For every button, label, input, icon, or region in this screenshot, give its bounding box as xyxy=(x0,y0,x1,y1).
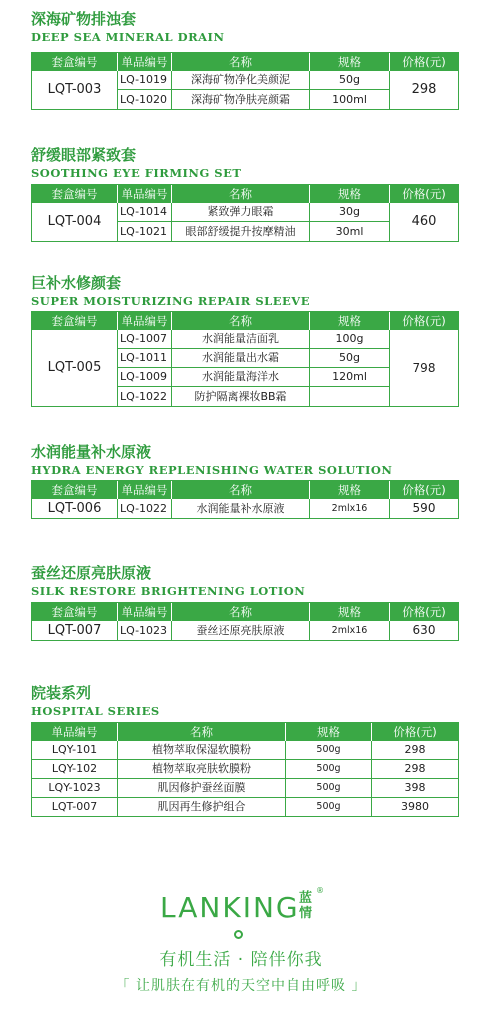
section-title-en: SILK RESTORE BRIGHTENING LOTION xyxy=(31,584,306,598)
item-name-cell: 深海矿物净肤亮颜霜 xyxy=(172,90,310,109)
item-spec-cell: 50g xyxy=(310,349,390,368)
price-cell: 798 xyxy=(412,361,436,375)
hospital-price-cell: 398 xyxy=(372,779,458,798)
item-spec-cell: 30g xyxy=(310,203,390,222)
header-item-code: 单品编号 xyxy=(118,53,172,71)
hospital-spec-cell: 500g xyxy=(286,779,372,798)
product-table xyxy=(31,311,459,407)
section-title-cn: 舒缓眼部紧致套 xyxy=(31,146,137,164)
section-title-en: SOOTHING EYE FIRMING SET xyxy=(31,166,242,180)
item-code-cell: LQ-1022 xyxy=(118,387,172,406)
header-price: 价格(元) xyxy=(402,605,446,619)
item-code-cell: LQ-1021 xyxy=(118,222,172,241)
price-cell: 590 xyxy=(412,501,436,515)
item-spec-cell: 30ml xyxy=(310,222,390,241)
section-title-en: HYDRA ENERGY REPLENISHING WATER SOLUTION xyxy=(31,463,393,477)
header-spec: 规格 xyxy=(310,185,390,203)
set-code-cell: LQT-006 xyxy=(32,499,118,518)
hospital-name-cell: 肌因再生修护组合 xyxy=(118,798,286,816)
registered-mark: ® xyxy=(316,886,324,895)
product-table xyxy=(31,602,459,641)
item-spec-cell: 2mlx16 xyxy=(310,621,390,640)
header-spec: 规格 xyxy=(310,481,390,499)
hospital-code-cell: LQY-102 xyxy=(32,760,118,779)
header-spec: 规格 xyxy=(310,53,390,71)
item-code-cell: LQ-1020 xyxy=(118,90,172,109)
circle-dot-icon xyxy=(234,930,243,939)
item-name-cell: 水润能量补水原液 xyxy=(172,499,310,518)
section-title-cn: 蚕丝还原亮肤原液 xyxy=(31,564,152,582)
item-code-cell: LQ-1014 xyxy=(118,203,172,222)
item-code-cell: LQ-1007 xyxy=(118,330,172,349)
hospital-spec-cell: 500g xyxy=(286,741,372,760)
set-section-lqt-003 xyxy=(31,10,459,106)
set-section-lqt-006 xyxy=(31,443,459,516)
logo-chinese-mark: 蓝情 xyxy=(299,891,313,921)
set-section-lqt-004 xyxy=(31,146,459,238)
header-item-code: 单品编号 xyxy=(118,185,172,203)
hospital-series-section xyxy=(31,684,459,813)
header-spec: 规格 xyxy=(310,603,390,621)
section-title-en: SUPER MOISTURIZING REPAIR SLEEVE xyxy=(31,294,310,308)
section-title-en: HOSPITAL SERIES xyxy=(31,704,160,718)
item-code-cell: LQ-1023 xyxy=(118,621,172,640)
hospital-code-cell: LQY-101 xyxy=(32,741,118,760)
hospital-code-cell: LQY-1023 xyxy=(32,779,118,798)
item-spec-cell: 2mlx16 xyxy=(310,499,390,518)
table-header xyxy=(32,185,458,203)
header-spec: 规格 xyxy=(286,723,372,741)
section-title-cn: 巨补水修颜套 xyxy=(31,274,122,292)
header-name: 名称 xyxy=(172,185,310,203)
hospital-price-cell: 298 xyxy=(372,760,458,779)
hospital-code-cell: LQT-007 xyxy=(32,798,118,816)
header-item-code: 单品编号 xyxy=(118,312,172,330)
item-spec-cell: 50g xyxy=(310,71,390,90)
brand-slogan: 有机生活 · 陪伴你我 xyxy=(159,950,323,970)
product-table xyxy=(31,184,459,242)
item-code-cell: LQ-1011 xyxy=(118,349,172,368)
header-name: 名称 xyxy=(172,53,310,71)
hospital-name-cell: 肌因修护蚕丝面膜 xyxy=(118,779,286,798)
table-header xyxy=(32,312,458,330)
header-price: 价格(元) xyxy=(402,187,446,201)
section-title-en: DEEP SEA MINERAL DRAIN xyxy=(31,30,225,44)
header-set-code: 套盒编号 xyxy=(32,603,118,621)
table-header xyxy=(32,481,458,499)
table-header xyxy=(32,603,458,621)
header-name: 名称 xyxy=(172,603,310,621)
product-table xyxy=(31,480,459,519)
brand-tagline: 「 让肌肤在有机的天空中自由呼吸 」 xyxy=(115,978,367,994)
price-cell: 630 xyxy=(412,623,436,637)
header-price: 价格(元) xyxy=(402,483,446,497)
hospital-spec-cell: 500g xyxy=(286,798,372,816)
item-name-cell: 防护隔离裸妆BB霜 xyxy=(172,387,310,406)
header-set-code: 套盒编号 xyxy=(32,481,118,499)
header-item-code: 单品编号 xyxy=(118,603,172,621)
item-spec-cell: 100g xyxy=(310,330,390,349)
item-code-cell: LQ-1019 xyxy=(118,71,172,90)
set-section-lqt-007 xyxy=(31,564,459,638)
section-title-cn: 院装系列 xyxy=(31,684,92,702)
item-name-cell: 深海矿物净化美颜泥 xyxy=(172,71,310,90)
header-price: 价格(元) xyxy=(393,725,437,739)
set-code-cell: LQT-003 xyxy=(32,71,118,109)
hospital-price-cell: 298 xyxy=(372,741,458,760)
item-spec-cell: 120ml xyxy=(310,368,390,387)
hospital-name-cell: 植物萃取亮肤软膜粉 xyxy=(118,760,286,779)
hospital-table xyxy=(31,722,459,817)
header-name: 名称 xyxy=(172,481,310,499)
item-name-cell: 水润能量洁面乳 xyxy=(172,330,310,349)
item-code-cell: LQ-1022 xyxy=(118,499,172,518)
item-spec-cell xyxy=(310,387,390,406)
header-item-code: 单品编号 xyxy=(118,481,172,499)
header-price: 价格(元) xyxy=(402,55,446,69)
item-spec-cell: 100ml xyxy=(310,90,390,109)
header-set-code: 套盒编号 xyxy=(32,312,118,330)
hospital-name-cell: 植物萃取保湿软膜粉 xyxy=(118,741,286,760)
header-set-code: 套盒编号 xyxy=(32,185,118,203)
product-table xyxy=(31,52,459,110)
set-code-cell: LQT-005 xyxy=(32,330,118,406)
table-header xyxy=(32,723,458,741)
set-code-cell: LQT-007 xyxy=(32,621,118,640)
price-cell: 298 xyxy=(411,82,437,97)
header-name: 名称 xyxy=(118,723,286,741)
set-code-cell: LQT-004 xyxy=(32,203,118,241)
brand-footer xyxy=(0,888,482,1022)
header-name: 名称 xyxy=(172,312,310,330)
hospital-spec-cell: 500g xyxy=(286,760,372,779)
item-name-cell: 紧致弹力眼霜 xyxy=(172,203,310,222)
item-code-cell: LQ-1009 xyxy=(118,368,172,387)
set-section-lqt-005 xyxy=(31,274,459,403)
hospital-price-cell: 3980 xyxy=(401,800,429,813)
item-name-cell: 水润能量海洋水 xyxy=(172,368,310,387)
section-title-cn: 深海矿物排浊套 xyxy=(31,10,137,28)
item-name-cell: 水润能量出水霜 xyxy=(172,349,310,368)
logo-wordmark: LANKING xyxy=(160,891,300,924)
section-title-cn: 水润能量补水原液 xyxy=(31,443,152,461)
header-price: 价格(元) xyxy=(402,314,446,328)
header-set-code: 套盒编号 xyxy=(32,53,118,71)
price-cell: 460 xyxy=(411,214,437,229)
item-name-cell: 眼部舒缓提升按摩精油 xyxy=(172,222,310,241)
header-spec: 规格 xyxy=(310,312,390,330)
table-header xyxy=(32,53,458,71)
header-item-code: 单品编号 xyxy=(32,723,118,741)
item-name-cell: 蚕丝还原亮肤原液 xyxy=(172,621,310,640)
